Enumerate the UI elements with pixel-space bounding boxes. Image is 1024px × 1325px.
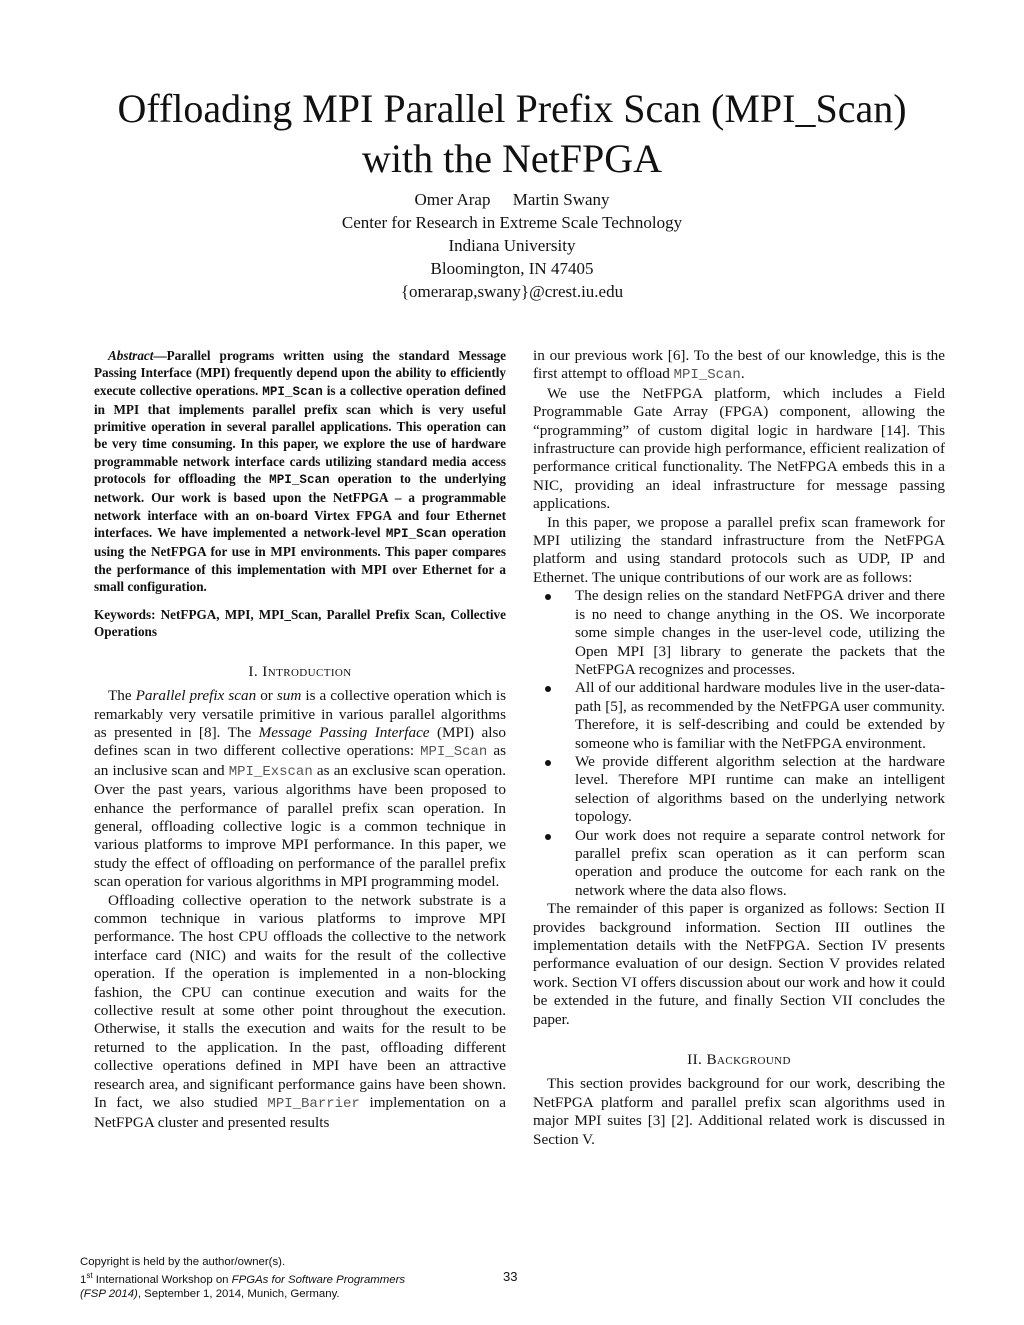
list-item-text: The design relies on the standard NetFPGA driver and there is no need to change anything in the OS. We incorporate some simple changes in the user-level code, utilizing the Open MPI [3] library to generate the packets that the NetFPGA recognizes and processes. [575,587,945,678]
right-column [533,347,945,1149]
text-run: as an exclusive scan operation. Over the past years, various algorithms have been proposed to enhance the performance of parallel prefix scan operation. In general, offloading collective logic is a common technique in various platforms to improve MPI performance. In this paper, we study the effect of offloading on performance of the parallel prefix scan operation for various algorithms in MPI programming model. [94,761,506,891]
inline-code: MPI_Exscan [228,763,313,780]
abstract-code: MPI_Scan [262,384,323,399]
author-email: {omerarap,swany}@crest.iu.edu [400,282,624,301]
inline-code: MPI_Scan [673,367,741,384]
abstract-text: is a collective operation defined in MPI that implements parallel prefix scan which is very useful primitive operation in several parallel applications. This operation can be very time consuming. In this paper, we explore the use of hardware programmable network interface cards utilizing standard media access protocols for offloading the [94,382,506,487]
contributions-list [533,587,945,900]
abstract-text: operation to the underlying network. Our work is based upon the NetFPGA – a programmable network interface with an on-board Virtex FPGA and four Ethernet interfaces. We have implemented a network-level [94,471,506,540]
bullet-icon [545,760,551,766]
background-paragraph-1: This section provides background for our work, describing the NetFPGA platform and parallel prefix scan algorithms used in major MPI suites [3] [2]. Additional related work is discussed in Section V. [533,1075,945,1148]
author-names [0,188,1024,211]
intro-paragraph-3: We use the NetFPGA platform, which includes a Field Programmable Gate Array (FPGA) component, allowing the “programming” of custom digital logic in hardware [14]. This infrastructure can provide high performance, efficient realization of performance critical functionality. The NetFPGA embeds this in a NIC, providing an ideal infrastructure for message passing applications. [533,384,945,513]
text-run: in our previous work [6]. To the best of our knowledge, this is the first attempt to offload [533,347,945,383]
abstract-code: MPI_Scan [385,526,447,541]
list-item-text: Our work does not require a separate control network for parallel prefix scan operation as it can perform scan operation and produce the outcome for each rank on the network where the data also flows. [575,826,945,899]
inline-code: MPI_Barrier [267,1096,360,1113]
text-run: is a collective operation which is remarkably very versatile primitive in various parallel algorithms as presented in [8]. The [94,687,506,741]
abstract [94,347,506,595]
abstract-code: MPI_Scan [269,473,330,488]
bullet-icon [545,594,551,600]
list-item-text: All of our additional hardware modules live in the user-data-path [5], as recommended by the NetFPGA user community. Therefore, it is self-describing and could be extended by someone who is familiar with the NetFPGA environment. [575,679,945,752]
ordinal: 1 [80,1273,87,1286]
section-title: Introduction [262,662,352,680]
text-run: implementation on a NetFPGA cluster and presented results [94,1094,506,1131]
section-numeral: I. [248,662,259,680]
workshop-line [80,1269,405,1287]
text-run: International Workshop on [92,1273,232,1286]
title-line-1: Offloading MPI Parallel Prefix Scan (MPI_Scan) [117,86,907,131]
abstract-lead: Abstract [108,348,154,363]
list-item [533,753,945,827]
emphasis: Parallel prefix scan [135,687,257,705]
bullet-icon [545,686,551,692]
text-run: . [740,365,745,383]
paper-title [0,84,1024,184]
title-line-2: with the NetFPGA [362,136,662,181]
intro-paragraph-2-continued [533,347,945,385]
workshop-acronym: (FSP 2014) [80,1287,138,1300]
text-run: , September 1, 2014, Munich, Germany. [137,1287,340,1300]
section-numeral: II. [687,1051,703,1069]
intro-paragraph-4: In this paper, we propose a parallel prefix scan framework for MPI utilizing the standard infrastructure from the NetFPGA platform and using standard protocols such as UDP, IP and Ethernet. The unique contributions of our work are as follows: [533,513,945,586]
author-university: Indiana University [448,236,576,255]
list-item [533,679,945,753]
abstract-text: operation using the NetFPGA for use in MPI environments. This paper compares the performance of this implementation with MPI over Ethernet for a small configuration. [94,524,506,594]
workshop-name: FPGAs for Software Programmers [231,1273,406,1286]
section-title: Background [706,1051,791,1069]
section-heading-introduction [94,663,506,681]
keywords: Keywords: NetFPGA, MPI, MPI_Scan, Parallel Prefix Scan, Collective Operations [94,607,506,640]
author-name: Martin Swany [512,190,610,209]
copyright-notice: Copyright is held by the author/owner(s). [80,1256,286,1268]
text-run: or [256,687,277,705]
text-run: (MPI) also defines scan in two different collective operations: [94,723,507,760]
ordinal-suffix: st [86,1271,93,1280]
author-affiliation: Center for Research in Extreme Scale Technology [341,213,683,232]
author-location: Bloomington, IN 47405 [430,259,594,278]
text-run: The [108,687,136,705]
author-name: Omer Arap [414,190,491,209]
author-block [0,188,1024,303]
intro-paragraph-5: The remainder of this paper is organized as follows: Section II provides background information. Section III outlines the implementation details with the NetFPGA. Section IV presents performance evaluation of our design. Section V provides related work. Section VI offers discussion about our work and how it could be extended in the future, and finally Section VII concludes the paper. [533,900,945,1028]
abstract-text: Parallel programs written using the standard Message Passing Interface (MPI) frequently depend upon the ability to efficiently execute collective operations. [94,348,506,398]
list-item [533,587,945,679]
intro-paragraph-2 [94,892,506,1132]
list-item [533,827,945,901]
text-run: Offloading collective operation to the network substrate is a common technique in various platforms to improve MPI performance. The host CPU offloads the collective to the network interface card (NIC) and waits for the result of the collective operation. If the operation is implemented in a non-blocking fashion, the CPU can continue execution and waits for the collective result at some other point throughout the execution. Otherwise, it stalls the execution and waits for the result to be returned to the application. In the past, offloading different collective operations defined in MPI have been an attractive research area, and significant performance gains have been shown. In fact, we also studied [94,891,506,1112]
venue-line [80,1287,405,1301]
left-column [94,347,506,1132]
text-run: as an inclusive scan and [94,742,506,779]
abstract-dash: — [153,348,167,363]
list-item-text: We provide different algorithm selection at the hardware level. Therefore MPI runtime can make an intelligent selection of algorithms based on the underlying network topology. [575,752,945,826]
page-number: 33 [503,1269,518,1284]
emphasis: sum [276,687,302,705]
emphasis: Message Passing Interface [258,723,430,741]
copyright-footer [80,1255,405,1301]
inline-code: MPI_Scan [420,744,488,761]
section-heading-background [533,1051,945,1069]
bullet-icon [545,834,551,840]
intro-paragraph-1 [94,687,506,891]
